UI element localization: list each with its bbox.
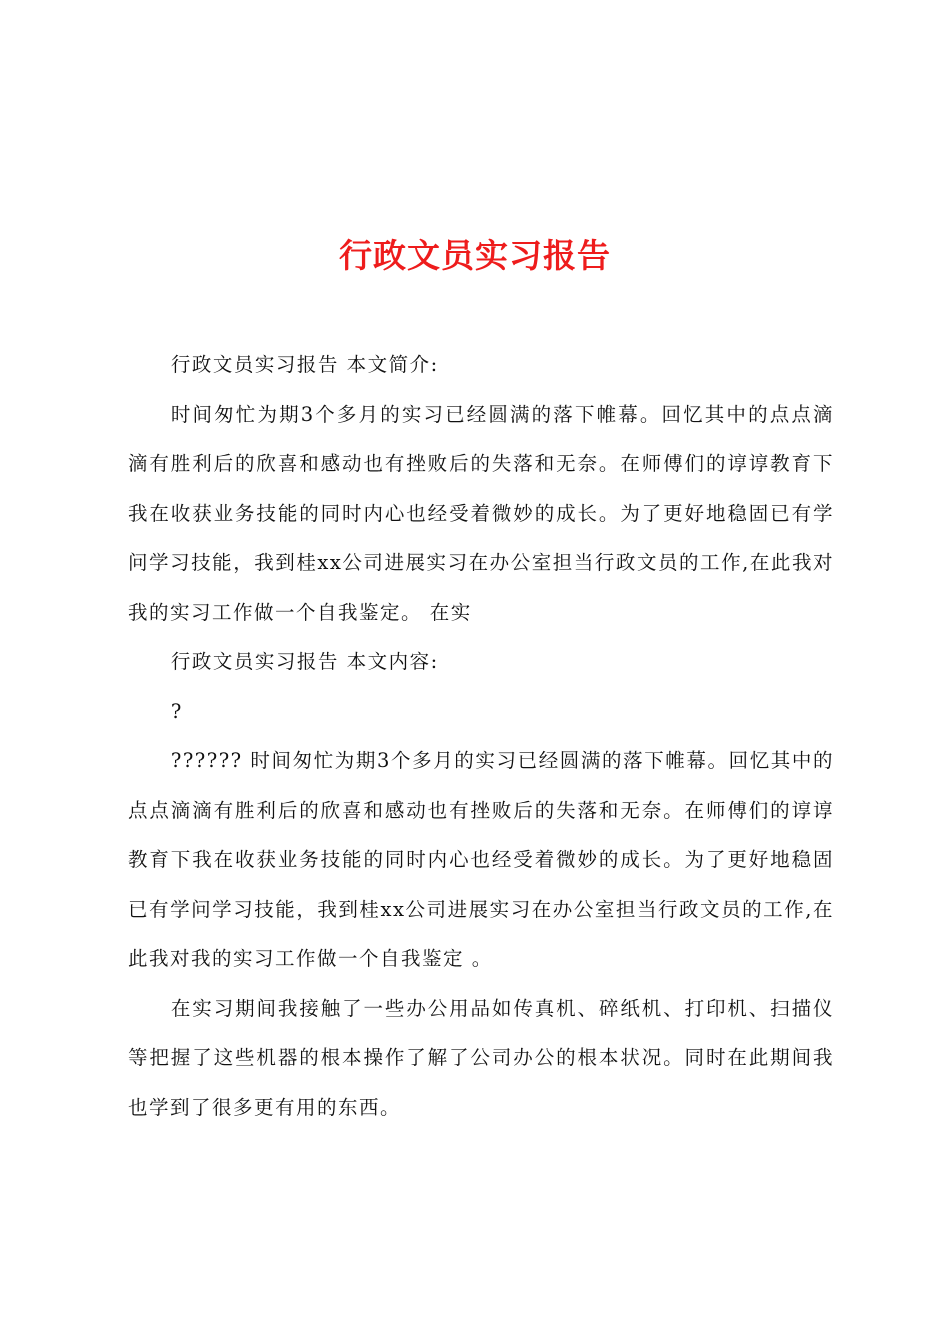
- paragraph-content-text: ?????? 时间匆忙为期3个多月的实习已经圆满的落下帷幕。回忆其中的点点滴滴有胜利后的欣喜和感动也有挫败后的失落和无奈。在师傅们的谆谆教育下我在收获业务技能的同时内心也经受着微妙的成长。为了更好地稳固已有学问学习技能，我到桂xx公司进展实习在办公室担当行政文员的工作,在此我对我的实习工作做一个自我鉴定 。: [128, 749, 834, 970]
- paragraph-intro-text: 时间匆忙为期3个多月的实习已经圆满的落下帷幕。回忆其中的点点滴滴有胜利后的欣喜和感动也有挫败后的失落和无奈。在师傅们的谆谆教育下我在收获业务技能的同时内心也经受着微妙的成长。为了更好地稳固已有学问学习技能，我到桂xx公司进展实习在办公室担当行政文员的工作,在此我对我的实习工作做一个自我鉴定。 在实: [128, 402, 834, 624]
- paragraph-placeholder: ?: [170, 699, 183, 723]
- document-body: [128, 340, 834, 1132]
- document-title: 行政文员实习报告: [339, 236, 611, 276]
- paragraph-intro-heading: 行政文员实习报告 本文简介:: [170, 353, 439, 376]
- paragraph-content-heading: 行政文员实习报告 本文内容:: [170, 650, 439, 673]
- paragraph-internship-text: 在实习期间我接触了一些办公用品如传真机、碎纸机、打印机、扫描仪等把握了这些机器的根本操作了解了公司办公的根本状况。同时在此期间我也学到了很多更有用的东西。: [128, 996, 834, 1119]
